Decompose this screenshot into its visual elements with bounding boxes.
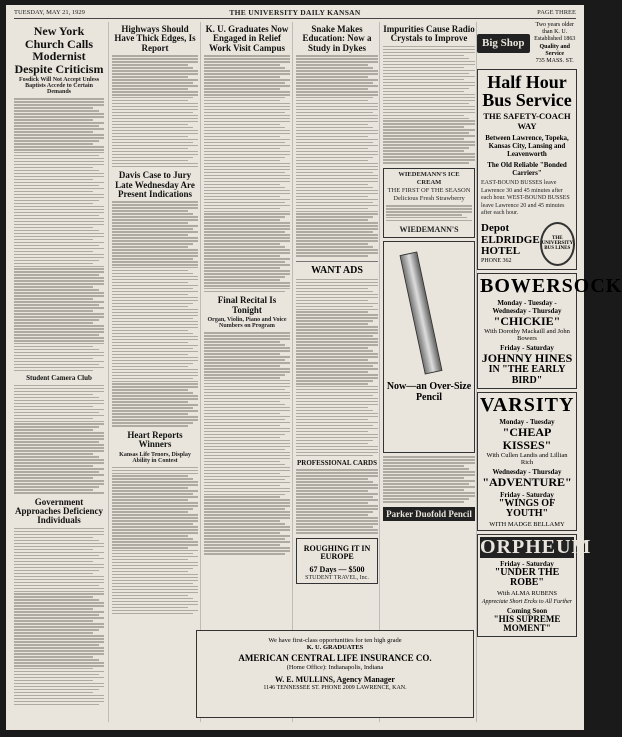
bus-reliable: The Old Reliable "Bonded Carriers" — [487, 161, 567, 178]
roughing-company: STUDENT TRAVEL, Inc. — [305, 574, 369, 581]
ad-first-season: THE FIRST OF THE SEASON — [387, 186, 471, 194]
masthead — [14, 8, 576, 19]
depot-phone: PHONE 362 — [481, 258, 512, 265]
headline-radio: Impurities Cause Radio Crystals to Improve — [383, 24, 475, 44]
big-shop-line2: Quality and Service — [539, 43, 570, 57]
newspaper-page — [6, 5, 622, 730]
insurance-line1: We have first-class opportunities for ten high grade — [268, 637, 402, 644]
bus-seal-icon: THE UNIVERSITY BUS LINES — [540, 222, 575, 266]
column-6 — [476, 22, 622, 722]
headline-highways: Highways Should Have Thick Edges, Is Report — [114, 24, 196, 53]
parker-logo: Parker Duofold Pencil — [383, 507, 475, 521]
masthead-date: TUESDAY, MAY 21, 1929 — [14, 9, 85, 16]
masthead-title: THE UNIVERSITY DAILY KANSAN — [229, 8, 361, 17]
deck-heart: Kansas Life Tenors, Display Ability in Contest — [119, 451, 191, 464]
big-shop-logo: Big Shop — [477, 34, 530, 53]
body-text — [204, 332, 290, 554]
varsity-cast: With Cullen Landis and Lillian Rich — [486, 452, 568, 467]
bowersock-ad — [477, 273, 622, 389]
bowersock-film2: JOHNNY HINES — [481, 351, 573, 366]
orpheum-title: ORPHEUM — [480, 535, 592, 558]
bus-schedule: EAST-BOUND BUSSES leave Lawrence 30 and 45 minutes after each hour. WEST-BOUND BUSSES leave Lawrence 20 and 45 minutes after each hour. — [481, 180, 570, 217]
roughing-price: 67 Days — $500 — [309, 565, 365, 575]
professional-cards-heading: PROFESSIONAL CARDS — [297, 459, 377, 468]
bowersock-cast: With Dorothy Mackaill and John Bowers — [484, 328, 570, 343]
bus-headline: Half Hour Bus Service — [482, 72, 572, 111]
professional-cards — [296, 469, 378, 533]
bowersock-film: "CHICKIE" — [493, 313, 561, 328]
headline-davis-case: Davis Case to Jury Late Wednesday Are Present Indications — [115, 170, 195, 199]
bus-subhead: THE SAFETY-COACH WAY — [483, 111, 571, 132]
body-text — [14, 385, 104, 494]
big-shop-address: 735 MASS. ST. — [535, 57, 574, 64]
bowersock-film3: IN "THE EARLY BIRD" — [488, 364, 566, 386]
roughing-it-ad — [296, 538, 378, 584]
varsity-film: "CHEAP KISSES" — [502, 425, 552, 452]
pencil-icon — [400, 252, 443, 375]
headline-heart-reports: Heart Reports Winners — [127, 429, 183, 450]
pencil-ad-text — [383, 456, 475, 502]
want-ads-heading: WANT ADS — [311, 264, 363, 276]
bus-depot — [481, 222, 573, 266]
headline-government: Government Approaches Deficiency Individuals — [14, 496, 104, 526]
orpheum-cast: With ALMA RUBENS — [496, 589, 558, 597]
orpheum-coming-film: "HIS SUPREME MOMENT" — [493, 613, 561, 634]
body-text — [296, 55, 378, 256]
column-2 — [108, 22, 198, 722]
body-text — [112, 55, 198, 167]
orpheum-days: Friday - Saturday — [500, 559, 554, 568]
insurance-office: (Home Office): Indianapolis, Indiana — [286, 664, 384, 671]
ad-wiedemann: WIEDEMANN'S — [399, 225, 459, 235]
masthead-page: PAGE THREE — [537, 9, 576, 16]
orpheum-film: "UNDER THE ROBE" — [494, 566, 560, 589]
ad-ice-cream: WIEDEMANN'S ICE CREAM — [398, 170, 460, 186]
ad-strawberry: Delicious Fresh Strawberry — [393, 195, 465, 203]
insurance-address: 1146 TENNESSEE ST. PHONE 2009 LAWRENCE, KAN. — [263, 685, 407, 691]
pencil-ad — [383, 241, 475, 453]
depot-name — [481, 223, 540, 264]
body-text — [112, 467, 198, 615]
insurance-agent: W. E. MULLINS, Agency Manager — [275, 675, 395, 684]
varsity-title: VARSITY — [480, 394, 575, 417]
body-text — [14, 528, 104, 705]
varsity-days3: Friday - Saturday — [500, 490, 554, 499]
pencil-headline: Now—an Over-Size Pencil — [386, 381, 472, 403]
body-text — [204, 55, 290, 292]
bowersock-title: BOWERSOCK — [480, 274, 622, 297]
bowersock-days: Monday - Tuesday - Wednesday - Thursday — [492, 298, 562, 315]
body-text — [14, 98, 104, 371]
big-shop-text — [533, 22, 578, 65]
ad-text — [386, 205, 472, 221]
wiedemann-ad — [383, 168, 475, 239]
varsity-cast3: WITH MADGE BELLAMY — [489, 520, 565, 528]
column-4 — [292, 22, 378, 722]
column-5 — [379, 22, 475, 722]
varsity-film2: "ADVENTURE" — [482, 475, 572, 490]
classifieds — [296, 279, 378, 456]
body-text — [383, 46, 475, 164]
big-shop-ad — [477, 22, 577, 65]
varsity-film3: "WINGS OF YOUTH" — [498, 497, 556, 520]
insurance-company: AMERICAN CENTRAL LIFE INSURANCE CO. — [238, 653, 432, 663]
headline-snake: Snake Makes Education: Now a Study in Dykes — [302, 24, 372, 53]
column-3 — [200, 22, 290, 722]
deck-fosdick: Fosdick Will Not Accept Unless Baptists Accede to Certain Demands — [18, 77, 100, 96]
roughing-title: ROUGHING IT IN EUROPE — [303, 543, 371, 562]
headline-church: New York Church Calls Modernist Despite Criticism — [14, 24, 104, 76]
insurance-line1b: K. U. GRADUATES — [306, 644, 364, 651]
bowersock-days2: Friday - Saturday — [500, 344, 554, 353]
orpheum-note: Appreciate Short Ercks to All Further — [481, 598, 573, 605]
body-text — [112, 201, 198, 426]
deck-recital: Organ, Violin, Piano and Voice Numbers on Program — [207, 317, 287, 330]
orpheum-coming: Coming Soon — [506, 606, 548, 615]
insurance-ad — [196, 630, 474, 718]
column-1 — [14, 22, 104, 722]
big-shop-line1: Two years older than K. U. Established 1863 — [534, 22, 576, 43]
headline-recital: Final Recital Is Tonight — [217, 295, 277, 315]
depot-label: Depot ELDRIDGE HOTEL — [481, 222, 540, 258]
varsity-ad — [477, 392, 577, 531]
headline-graduates: K. U. Graduates Now Engaged in Relief Work Visit Campus — [205, 24, 289, 53]
varsity-days2: Wednesday - Thursday — [492, 468, 562, 477]
orpheum-ad — [477, 534, 592, 637]
headline-camera-club: Student Camera Club — [26, 374, 92, 383]
varsity-days: Monday - Tuesday — [499, 418, 555, 427]
bus-ad — [477, 69, 577, 270]
divider — [296, 261, 378, 262]
bus-between: Between Lawrence, Topeka, Kansas City, Lansing and Leavenworth — [485, 134, 569, 159]
